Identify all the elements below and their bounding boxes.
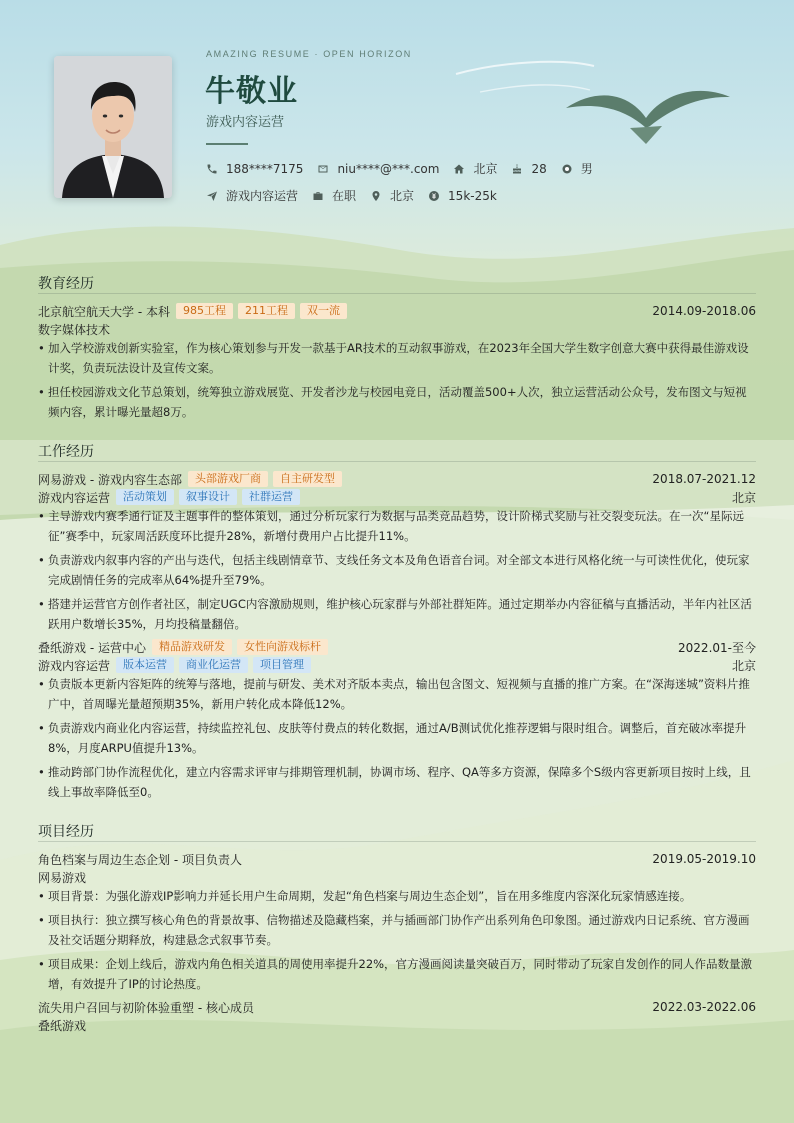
job-bullet: • 负责游戏内叙事内容的产出与迭代，包括主线剧情章节、支线任务文本及角色语音台词。对全部文本进行风格化统一与可读性优化，使玩家完成剧情任务的完成率从64%提升至79%。: [38, 550, 756, 590]
job-header: [38, 638, 756, 656]
project-bullet: • 项目背景：为强化游戏IP影响力并延长用户生命周期，发起“角色档案与周边生态企划”，旨在用多维度内容深化玩家情感连接。: [38, 886, 756, 906]
age-text: 28: [531, 161, 547, 176]
school-name: 北京航空航天大学 - 本科: [38, 304, 170, 319]
job-role-line: [38, 656, 756, 674]
education-bullet: • 担任校园游戏文化节总策划，统筹独立游戏展览、开发者沙龙与校园电竞日，活动覆盖500+人次，独立运营活动公众号，发布图文与短视频内容，累计曝光量超8万。: [38, 382, 756, 422]
company-name: 叠纸游戏 - 运营中心: [38, 640, 146, 655]
target-city-text: 北京: [390, 189, 415, 203]
role-tag: 版本运营: [116, 657, 174, 673]
project-org-line: [38, 868, 756, 886]
salary-text: 15k-25k: [448, 188, 497, 203]
person-avatar-icon: [54, 56, 172, 198]
project-header: [38, 850, 756, 868]
age-item: [511, 162, 546, 176]
money-icon: [428, 190, 440, 202]
status-text: 在职: [332, 189, 357, 203]
school-tag: 985工程: [176, 303, 233, 319]
project-org: 网易游戏: [38, 870, 87, 885]
contact-row: [206, 160, 607, 177]
target-city-item: [370, 187, 414, 204]
job-location: 北京: [731, 658, 756, 673]
role-tag: 叙事设计: [179, 489, 237, 505]
candidate-title: 游戏内容运营: [206, 115, 285, 130]
project-bullet: • 项目成果：企划上线后，游戏内角色相关道具的周使用率提升22%，官方漫画阅读量突破百万，同时带动了玩家自发创作的同人作品数量激增，有效提升了IP的讨论热度。: [38, 954, 756, 994]
project-bullet: • 项目执行：独立撰写核心角色的背景故事、信物描述及隐藏档案，并与插画部门协作产出系列角色印象图。通过游戏内日记系统、官方漫画及社交话题分期释放，构建悬念式叙事节奏。: [38, 910, 756, 950]
school-tag: 211工程: [238, 303, 295, 319]
school-tag: 双一流: [300, 303, 347, 319]
projects-heading: 项目经历: [38, 824, 94, 840]
company-tag: 自主研发型: [273, 471, 342, 487]
gender-item: [561, 160, 593, 177]
location-pin-icon: [370, 190, 382, 202]
company-tag: 女性向游戏标杆: [237, 639, 328, 655]
project-header: [38, 998, 756, 1016]
profile-photo: [54, 56, 172, 198]
role-tag: 活动策划: [116, 489, 174, 505]
job-bullet: • 搭建并运营官方创作者社区，制定UGC内容激励规则，维护核心玩家群与外部社群矩阵。通过定期举办内容征稿与直播活动，半年内社区活跃用户数增长35%，月均投稿量翻倍。: [38, 594, 756, 634]
project-name: 流失用户召回与初阶体验重塑 - 核心成员: [38, 1000, 254, 1015]
job-bullet: • 负责版本更新内容矩阵的统筹与落地，提前与研发、美术对齐版本卖点，输出包含图文、短视频与直播的推广方案。在“深海迷城”资料片推广中，首周曝光量超预期35%，新用户转化成本降低12%。: [38, 674, 756, 714]
company-tag: 头部游戏厂商: [188, 471, 268, 487]
job-role: 游戏内容运营: [38, 490, 111, 505]
project-name: 角色档案与周边生态企划 - 项目负责人: [38, 852, 242, 867]
candidate-name: 牛敬业: [205, 74, 298, 109]
city-text: 北京: [473, 162, 498, 176]
major-line: [38, 320, 756, 338]
city-item: [453, 160, 497, 177]
work-divider: [38, 461, 756, 462]
project-period: 2022.03-2022.06: [652, 1000, 756, 1014]
project-org: 叠纸游戏: [38, 1018, 87, 1033]
role-tag: 社群运营: [242, 489, 300, 505]
job-bullet: • 推动跨部门协作流程优化，建立内容需求评审与排期管理机制，协调市场、程序、QA等多方资源，保障多个S级内容更新项目按时上线，且线上事故率降低至0。: [38, 762, 756, 802]
education-bullet: • 加入学校游戏创新实验室，作为核心策划参与开发一款基于AR技术的互动叙事游戏，在2023年全国大学生数字创意大赛中获得最佳游戏设计奖，负责玩法设计及宣传文案。: [38, 338, 756, 378]
job-period: 2022.01-至今: [678, 640, 756, 655]
work-heading: 工作经历: [38, 444, 94, 460]
title-divider: [206, 143, 248, 145]
job-period: 2018.07-2021.12: [652, 472, 756, 486]
role-tag: 商业化运营: [179, 657, 248, 673]
education-divider: [38, 293, 756, 294]
job-role: 游戏内容运营: [38, 658, 111, 673]
email-icon: [317, 163, 329, 175]
target-job-item: [206, 187, 298, 204]
phone-icon: [206, 163, 218, 175]
job-intent-row: [206, 187, 511, 204]
project-org-line: [38, 1016, 756, 1034]
resume-tagline: AMAZING RESUME · OPEN HORIZON: [206, 49, 412, 59]
briefcase-icon: [312, 190, 324, 202]
send-icon: [206, 190, 218, 202]
project-period: 2019.05-2019.10: [652, 852, 756, 866]
job-header: [38, 470, 756, 488]
education-period: 2014.09-2018.06: [652, 304, 756, 318]
email-text: niu****@***.com: [337, 161, 440, 176]
major-name: 数字媒体技术: [38, 322, 111, 337]
job-role-line: [38, 488, 756, 506]
cake-icon: [511, 163, 523, 175]
email-item: [317, 162, 439, 176]
company-tag: 精品游戏研发: [152, 639, 232, 655]
job-location: 北京: [731, 490, 756, 505]
job-bullet: • 主导游戏内赛季通行证及主题事件的整体策划，通过分析玩家行为数据与品类竞品趋势，设计阶梯式奖励与社交裂变玩法。在一次“星际远征”赛季中，玩家周活跃度环比提升28%，新增付费用户占比提升11%。: [38, 506, 756, 546]
phone-item: [206, 162, 303, 176]
role-tag: 项目管理: [253, 657, 311, 673]
phone-text: 188****7175: [226, 161, 304, 176]
salary-item: [428, 189, 497, 203]
projects-divider: [38, 841, 756, 842]
home-icon: [453, 163, 465, 175]
education-header: [38, 302, 756, 320]
gender-text: 男: [580, 162, 593, 176]
education-heading: 教育经历: [38, 276, 94, 292]
status-item: [312, 187, 356, 204]
job-bullet: • 负责游戏内商业化内容运营，持续监控礼包、皮肤等付费点的转化数据，通过A/B测试优化推荐逻辑与限时组合。调整后，首充破冰率提升8%，月度ARPU值提升13%。: [38, 718, 756, 758]
target-job-text: 游戏内容运营: [226, 189, 299, 203]
company-name: 网易游戏 - 游戏内容生态部: [38, 472, 182, 487]
gender-icon: [561, 163, 573, 175]
